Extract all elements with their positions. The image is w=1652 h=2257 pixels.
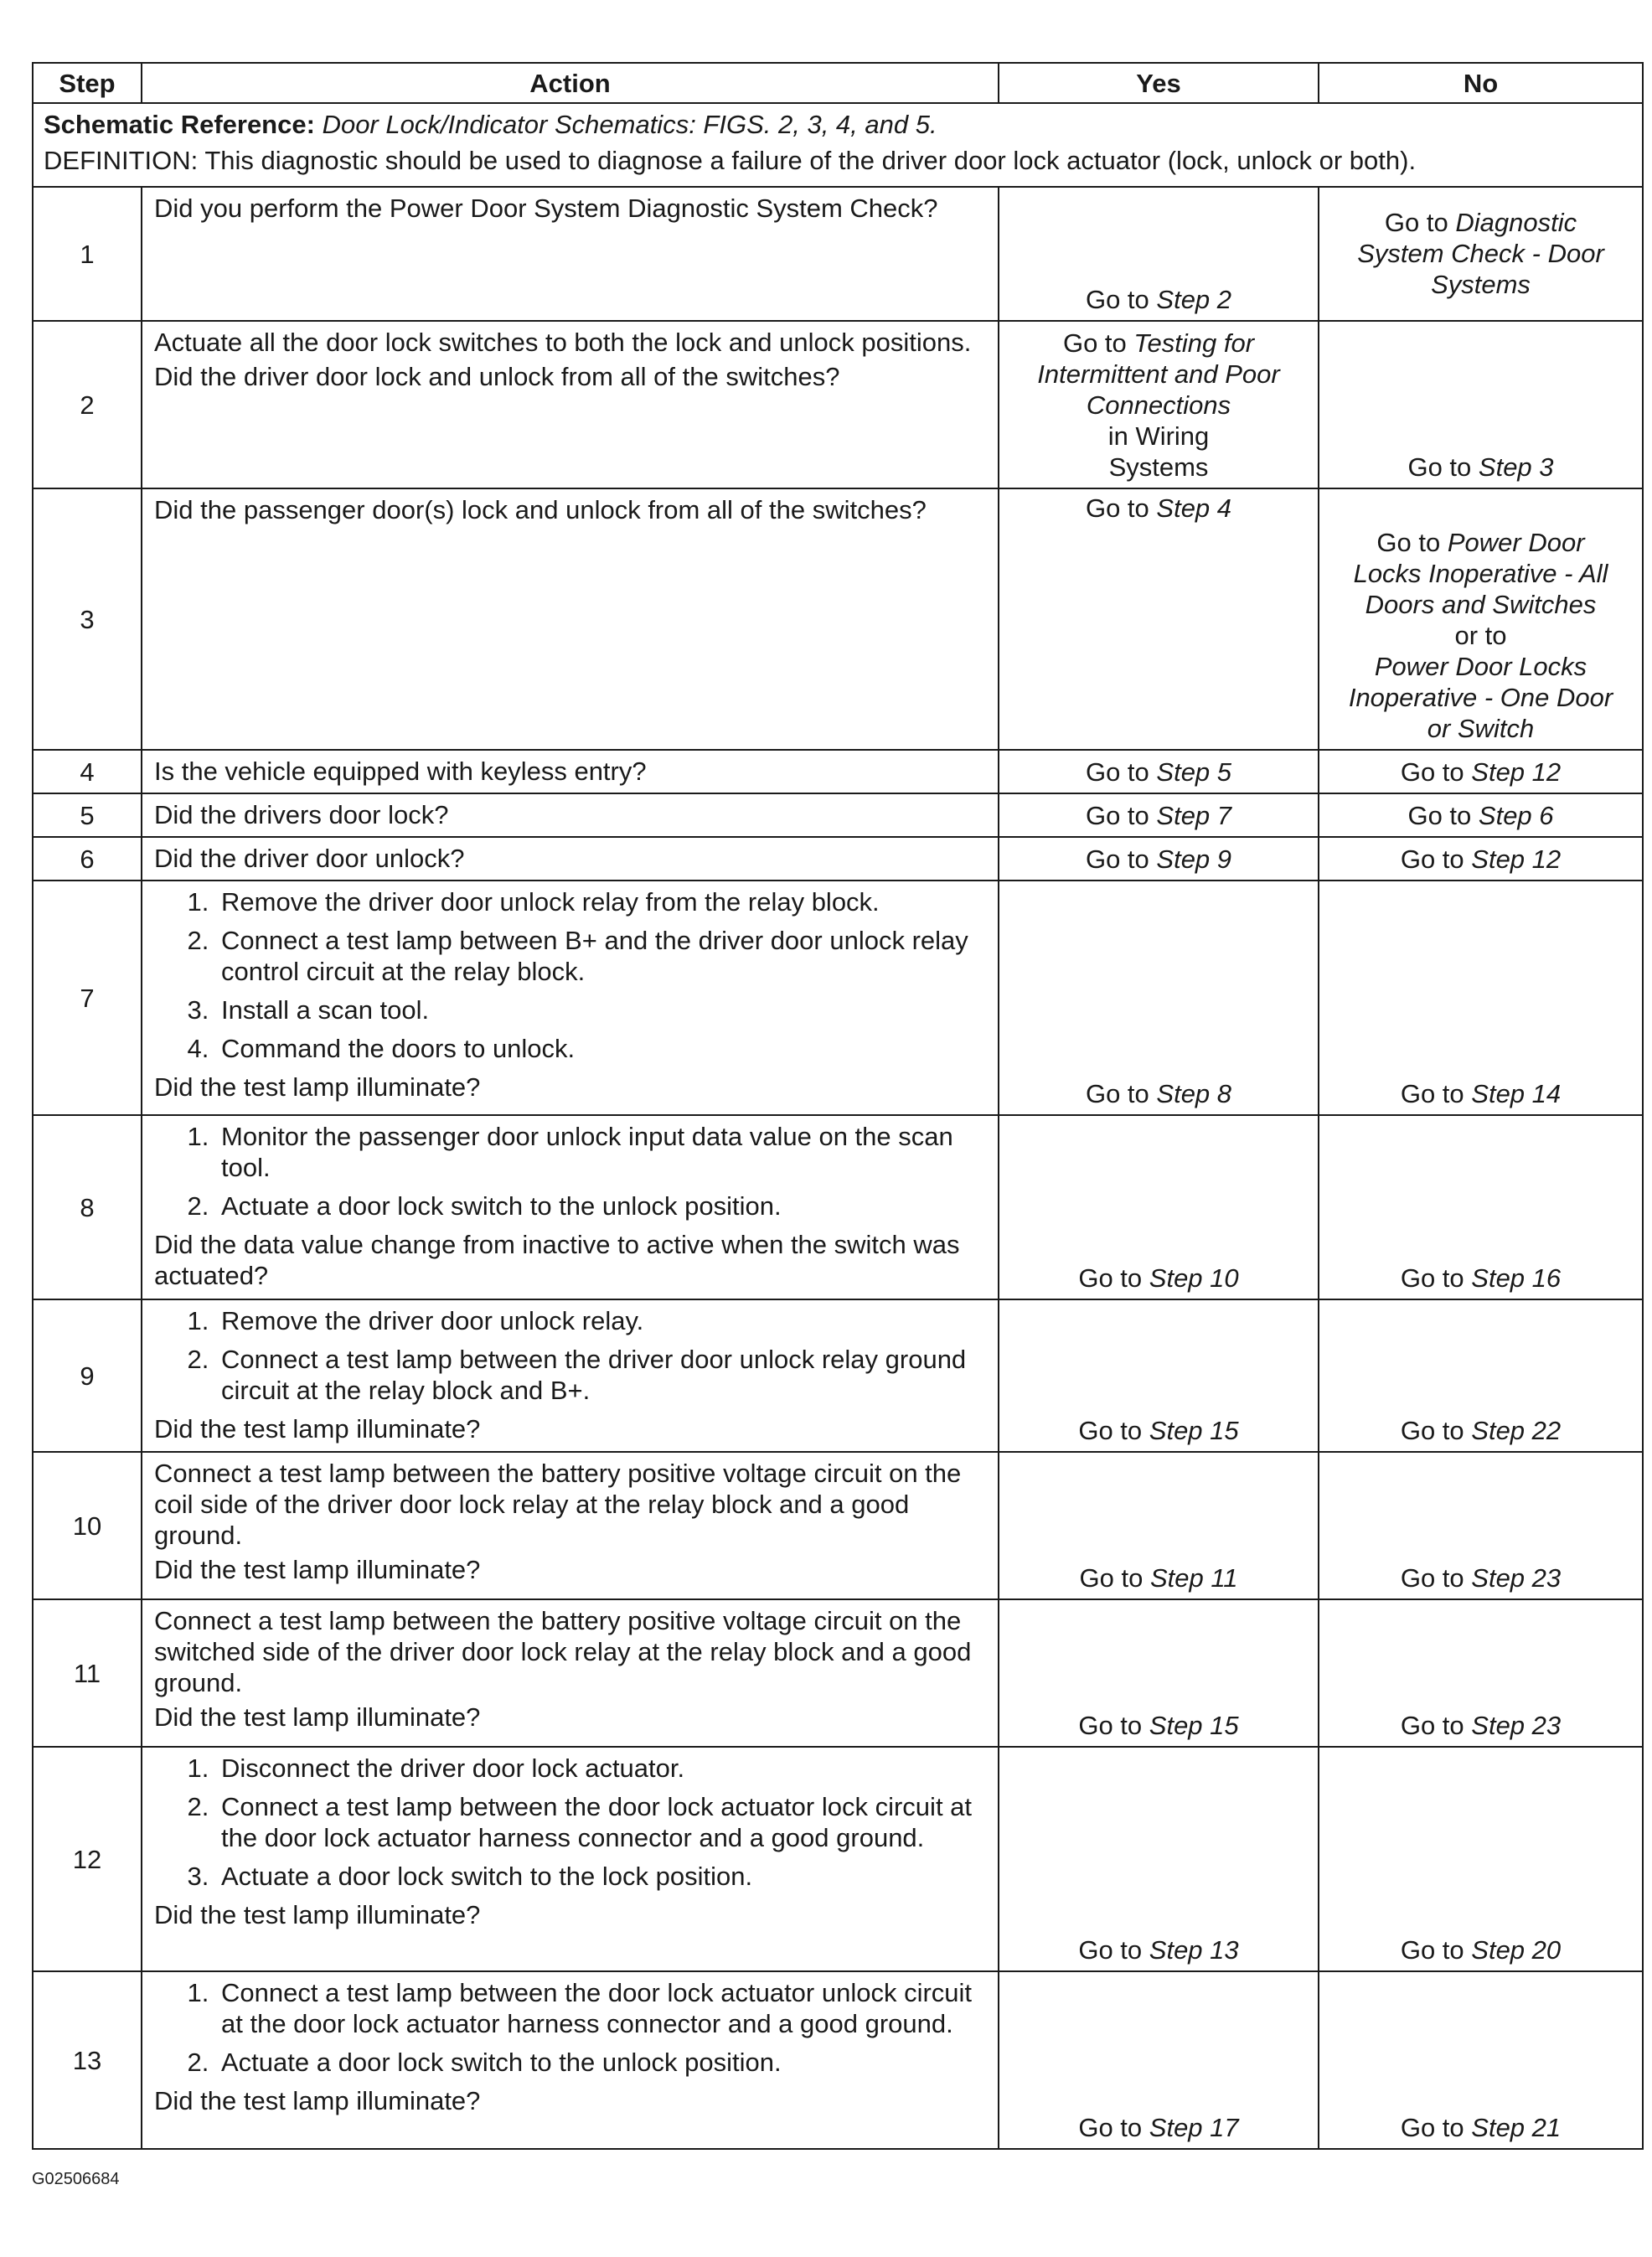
goto-label: Go to bbox=[1376, 528, 1441, 557]
action-steps bbox=[154, 1753, 988, 1892]
goto-target: Diagnostic bbox=[1455, 207, 1577, 237]
step-number: 5 bbox=[33, 793, 142, 837]
no-cell bbox=[1319, 187, 1643, 321]
reference-cell bbox=[33, 103, 1643, 187]
no-text bbox=[1324, 527, 1637, 558]
goto-label: Go to bbox=[1085, 844, 1149, 874]
yes-text bbox=[1004, 390, 1313, 421]
no-cell bbox=[1319, 793, 1643, 837]
no-cell bbox=[1319, 1115, 1643, 1299]
goto-target: Step 15 bbox=[1149, 1711, 1239, 1740]
goto-target: Step 7 bbox=[1156, 801, 1232, 830]
yes-text bbox=[1004, 1263, 1313, 1294]
action-cell bbox=[142, 1115, 999, 1299]
yes-text bbox=[1004, 844, 1313, 875]
table-row bbox=[33, 837, 1643, 881]
action-steps bbox=[154, 1305, 988, 1406]
yes-text bbox=[1004, 284, 1313, 315]
no-text bbox=[1324, 269, 1637, 300]
action-cell bbox=[142, 881, 999, 1115]
goto-target: Systems bbox=[1431, 269, 1531, 299]
goto-label: Go to bbox=[1078, 2113, 1143, 2142]
goto-target: Step 22 bbox=[1471, 1416, 1562, 1445]
goto-target: Intermittent and Poor bbox=[1037, 359, 1280, 389]
yes-text bbox=[1004, 493, 1313, 524]
action-steps bbox=[154, 1121, 988, 1221]
goto-target: Step 9 bbox=[1156, 844, 1232, 874]
no-text bbox=[1324, 207, 1637, 238]
goto-target: Step 23 bbox=[1471, 1563, 1562, 1593]
no-text bbox=[1324, 589, 1637, 620]
no-text bbox=[1324, 452, 1637, 483]
goto-target: Step 16 bbox=[1471, 1263, 1562, 1293]
goto-target: Step 10 bbox=[1149, 1263, 1239, 1293]
goto-label: Go to bbox=[1078, 1416, 1143, 1445]
step-number: 7 bbox=[33, 881, 142, 1115]
action-text: Connect a test lamp between the battery positive voltage circuit on the coil side of the driver door lock relay at the relay block and a good ground. bbox=[154, 1459, 962, 1550]
table-row bbox=[33, 1599, 1643, 1747]
goto-label: Go to bbox=[1085, 1079, 1149, 1108]
header-step: Step bbox=[33, 63, 142, 103]
yes-text bbox=[1004, 1710, 1313, 1741]
goto-label: Go to bbox=[1400, 2113, 1464, 2142]
action-question: Did the driver door lock and unlock from all of the switches? bbox=[154, 362, 840, 391]
yes-text bbox=[1004, 421, 1313, 452]
yes-cell bbox=[999, 881, 1319, 1115]
no-text bbox=[1324, 1710, 1637, 1741]
goto-label: Go to bbox=[1400, 1079, 1464, 1108]
figure-id: G02506684 bbox=[32, 2170, 120, 2188]
yes-text bbox=[1004, 1078, 1313, 1109]
action-cell bbox=[142, 488, 999, 750]
table-row bbox=[33, 1747, 1643, 1971]
schematic-reference-label: Schematic Reference: bbox=[44, 110, 315, 139]
goto-label: Go to bbox=[1407, 452, 1472, 482]
goto-target: Inoperative - One Door bbox=[1348, 683, 1613, 712]
action-step: 2. Actuate a door lock switch to the unlock position. bbox=[216, 2047, 988, 2078]
goto-label: Go to bbox=[1400, 844, 1464, 874]
diagnostic-table bbox=[32, 62, 1644, 2150]
yes-cell bbox=[999, 187, 1319, 321]
goto-label: Go to bbox=[1400, 757, 1464, 787]
goto-target: Step 4 bbox=[1156, 493, 1232, 523]
action-step: 4. Command the doors to unlock. bbox=[216, 1033, 988, 1064]
goto-label: Go to bbox=[1079, 1563, 1143, 1593]
action-question: Did the test lamp illuminate? bbox=[154, 1555, 481, 1584]
no-cell bbox=[1319, 1971, 1643, 2149]
schematic-reference bbox=[44, 109, 1632, 140]
no-cell bbox=[1319, 321, 1643, 488]
goto-target: Step 17 bbox=[1149, 2113, 1239, 2142]
no-cell bbox=[1319, 1299, 1643, 1452]
yes-text bbox=[1004, 1562, 1313, 1593]
goto-target: Step 11 bbox=[1149, 1563, 1238, 1593]
goto-label: Go to bbox=[1085, 757, 1149, 787]
step-number: 8 bbox=[33, 1115, 142, 1299]
reference-row bbox=[33, 103, 1643, 187]
goto-label: Go to bbox=[1400, 1416, 1464, 1445]
goto-target: System Check - Door bbox=[1357, 238, 1604, 268]
action-cell bbox=[142, 1971, 999, 2149]
table-row bbox=[33, 750, 1643, 793]
no-cell bbox=[1319, 1599, 1643, 1747]
no-cell bbox=[1319, 1452, 1643, 1599]
no-text bbox=[1324, 757, 1637, 788]
action-step: 2. Connect a test lamp between B+ and the driver door unlock relay control circuit at the relay block. bbox=[216, 925, 988, 987]
yes-text bbox=[1004, 800, 1313, 831]
action-step: 1. Remove the driver door unlock relay from the relay block. bbox=[216, 886, 988, 917]
goto-target: Step 15 bbox=[1149, 1416, 1239, 1445]
goto-target: Step 3 bbox=[1478, 452, 1554, 482]
goto-target: Doors and Switches bbox=[1365, 590, 1597, 619]
no-text bbox=[1324, 713, 1637, 744]
step-number: 2 bbox=[33, 321, 142, 488]
no-text bbox=[1324, 1415, 1637, 1446]
action-cell bbox=[142, 1599, 999, 1747]
goto-target: Connections bbox=[1086, 390, 1231, 420]
table-row bbox=[33, 1115, 1643, 1299]
action-question: Did the test lamp illuminate? bbox=[154, 1702, 481, 1732]
action-step: 1. Connect a test lamp between the door lock actuator unlock circuit at the door lock actuator harness connector and a good ground. bbox=[216, 1977, 988, 2039]
definition-text: DEFINITION: This diagnostic should be used to diagnose a failure of the driver door lock actuator (lock, unlock or both). bbox=[44, 146, 1417, 175]
goto-label: Go to bbox=[1384, 207, 1448, 237]
action-cell bbox=[142, 187, 999, 321]
goto-label: Go to bbox=[1407, 801, 1472, 830]
schematic-reference-text: Door Lock/Indicator Schematics: FIGS. 2, 3, 4, and 5. bbox=[322, 110, 937, 139]
goto-target: or to bbox=[1454, 621, 1507, 650]
action-step: 1. Remove the driver door unlock relay. bbox=[216, 1305, 988, 1336]
action-step: 2. Actuate a door lock switch to the unlock position. bbox=[216, 1190, 988, 1221]
yes-text bbox=[1004, 452, 1313, 483]
action-text: Did the driver door unlock? bbox=[154, 844, 465, 873]
no-cell bbox=[1319, 1747, 1643, 1971]
goto-label: Go to bbox=[1078, 1935, 1143, 1965]
goto-target: Step 20 bbox=[1471, 1935, 1562, 1965]
action-cell bbox=[142, 837, 999, 881]
step-number: 10 bbox=[33, 1452, 142, 1599]
goto-target: or Switch bbox=[1427, 714, 1535, 743]
yes-text bbox=[1004, 1934, 1313, 1965]
action-cell bbox=[142, 793, 999, 837]
action-question: Did the test lamp illuminate? bbox=[154, 1900, 481, 1929]
table-row bbox=[33, 793, 1643, 837]
goto-label: Go to bbox=[1085, 285, 1149, 314]
goto-label: Go to bbox=[1085, 801, 1149, 830]
action-step: 1. Disconnect the driver door lock actuator. bbox=[216, 1753, 988, 1784]
table-row bbox=[33, 881, 1643, 1115]
action-text: Actuate all the door lock switches to both the lock and unlock positions. bbox=[154, 328, 972, 357]
yes-text bbox=[1004, 328, 1313, 359]
goto-target: in Wiring bbox=[1107, 421, 1210, 451]
yes-cell bbox=[999, 793, 1319, 837]
table-row bbox=[33, 187, 1643, 321]
yes-cell bbox=[999, 1115, 1319, 1299]
action-cell bbox=[142, 1747, 999, 1971]
no-cell bbox=[1319, 750, 1643, 793]
action-step: 2. Connect a test lamp between the door lock actuator lock circuit at the door lock actuator harness connector and a good ground. bbox=[216, 1791, 988, 1853]
goto-label: Go to bbox=[1400, 1711, 1464, 1740]
action-text: Did you perform the Power Door System Diagnostic System Check? bbox=[154, 194, 938, 223]
action-steps bbox=[154, 1977, 988, 2078]
table-row bbox=[33, 1971, 1643, 2149]
no-text bbox=[1324, 238, 1637, 269]
goto-target: Power Door bbox=[1447, 528, 1585, 557]
yes-cell bbox=[999, 321, 1319, 488]
goto-label: Go to bbox=[1078, 1263, 1143, 1293]
yes-cell bbox=[999, 1971, 1319, 2149]
no-cell bbox=[1319, 488, 1643, 750]
action-steps bbox=[154, 886, 988, 1064]
yes-text bbox=[1004, 1415, 1313, 1446]
no-text bbox=[1324, 620, 1637, 651]
table-row bbox=[33, 321, 1643, 488]
action-cell bbox=[142, 321, 999, 488]
no-text bbox=[1324, 682, 1637, 713]
goto-label: Go to bbox=[1400, 1563, 1464, 1593]
goto-target: Step 14 bbox=[1471, 1079, 1562, 1108]
table-row bbox=[33, 1299, 1643, 1452]
goto-target: Step 5 bbox=[1156, 757, 1232, 787]
goto-label: Go to bbox=[1085, 493, 1149, 523]
action-step: 3. Actuate a door lock switch to the lock position. bbox=[216, 1861, 988, 1892]
goto-target: Systems bbox=[1108, 452, 1209, 482]
yes-cell bbox=[999, 1299, 1319, 1452]
action-cell bbox=[142, 1452, 999, 1599]
header-yes: Yes bbox=[999, 63, 1319, 103]
header-action: Action bbox=[142, 63, 999, 103]
action-question: Did the test lamp illuminate? bbox=[154, 1414, 481, 1444]
goto-target: Locks Inoperative - All bbox=[1353, 559, 1608, 588]
yes-cell bbox=[999, 1747, 1319, 1971]
step-number: 1 bbox=[33, 187, 142, 321]
action-question: Did the test lamp illuminate? bbox=[154, 1072, 481, 1102]
step-number: 4 bbox=[33, 750, 142, 793]
no-text bbox=[1324, 1263, 1637, 1294]
step-number: 6 bbox=[33, 837, 142, 881]
no-text bbox=[1324, 2112, 1637, 2143]
action-text: Did the passenger door(s) lock and unlock from all of the switches? bbox=[154, 495, 927, 524]
goto-label: Go to bbox=[1078, 1711, 1143, 1740]
no-text bbox=[1324, 558, 1637, 589]
step-number: 3 bbox=[33, 488, 142, 750]
yes-cell bbox=[999, 750, 1319, 793]
table-row bbox=[33, 1452, 1643, 1599]
step-number: 12 bbox=[33, 1747, 142, 1971]
table-header-row bbox=[33, 63, 1643, 103]
no-text bbox=[1324, 1078, 1637, 1109]
step-number: 11 bbox=[33, 1599, 142, 1747]
yes-cell bbox=[999, 1452, 1319, 1599]
yes-cell bbox=[999, 488, 1319, 750]
goto-target: Step 23 bbox=[1471, 1711, 1562, 1740]
table-row bbox=[33, 488, 1643, 750]
no-text bbox=[1324, 651, 1637, 682]
action-step: 1. Monitor the passenger door unlock input data value on the scan tool. bbox=[216, 1121, 988, 1183]
no-text bbox=[1324, 844, 1637, 875]
no-text bbox=[1324, 1934, 1637, 1965]
action-question: Did the data value change from inactive to active when the switch was actuated? bbox=[154, 1230, 960, 1290]
goto-target: Step 21 bbox=[1471, 2113, 1562, 2142]
step-number: 13 bbox=[33, 1971, 142, 2149]
goto-target: Power Door Locks bbox=[1374, 652, 1587, 681]
action-text: Connect a test lamp between the battery positive voltage circuit on the switched side of the driver door lock relay at the relay block and a good ground. bbox=[154, 1606, 972, 1697]
goto-target: Step 12 bbox=[1471, 757, 1562, 787]
action-step: 3. Install a scan tool. bbox=[216, 994, 988, 1025]
yes-text bbox=[1004, 757, 1313, 788]
goto-target: Step 2 bbox=[1156, 285, 1232, 314]
action-text: Did the drivers door lock? bbox=[154, 800, 449, 829]
action-cell bbox=[142, 1299, 999, 1452]
header-no: No bbox=[1319, 63, 1643, 103]
yes-cell bbox=[999, 1599, 1319, 1747]
goto-target: Step 13 bbox=[1149, 1935, 1239, 1965]
action-step: 2. Connect a test lamp between the driver door unlock relay ground circuit at the relay block and B+. bbox=[216, 1344, 988, 1406]
diagnostic-table-sheet bbox=[32, 62, 1642, 2188]
goto-target: Testing for bbox=[1133, 328, 1255, 358]
goto-target: Step 8 bbox=[1156, 1079, 1232, 1108]
action-cell bbox=[142, 750, 999, 793]
goto-label: Go to bbox=[1062, 328, 1127, 358]
no-text bbox=[1324, 1562, 1637, 1593]
no-text bbox=[1324, 800, 1637, 831]
no-cell bbox=[1319, 881, 1643, 1115]
yes-text bbox=[1004, 359, 1313, 390]
goto-target: Step 6 bbox=[1478, 801, 1554, 830]
yes-cell bbox=[999, 837, 1319, 881]
yes-text bbox=[1004, 2112, 1313, 2143]
goto-label: Go to bbox=[1400, 1263, 1464, 1293]
goto-target: Step 12 bbox=[1471, 844, 1562, 874]
action-question: Did the test lamp illuminate? bbox=[154, 2086, 481, 2115]
goto-label: Go to bbox=[1400, 1935, 1464, 1965]
action-text: Is the vehicle equipped with keyless entry? bbox=[154, 757, 647, 786]
step-number: 9 bbox=[33, 1299, 142, 1452]
no-cell bbox=[1319, 837, 1643, 881]
